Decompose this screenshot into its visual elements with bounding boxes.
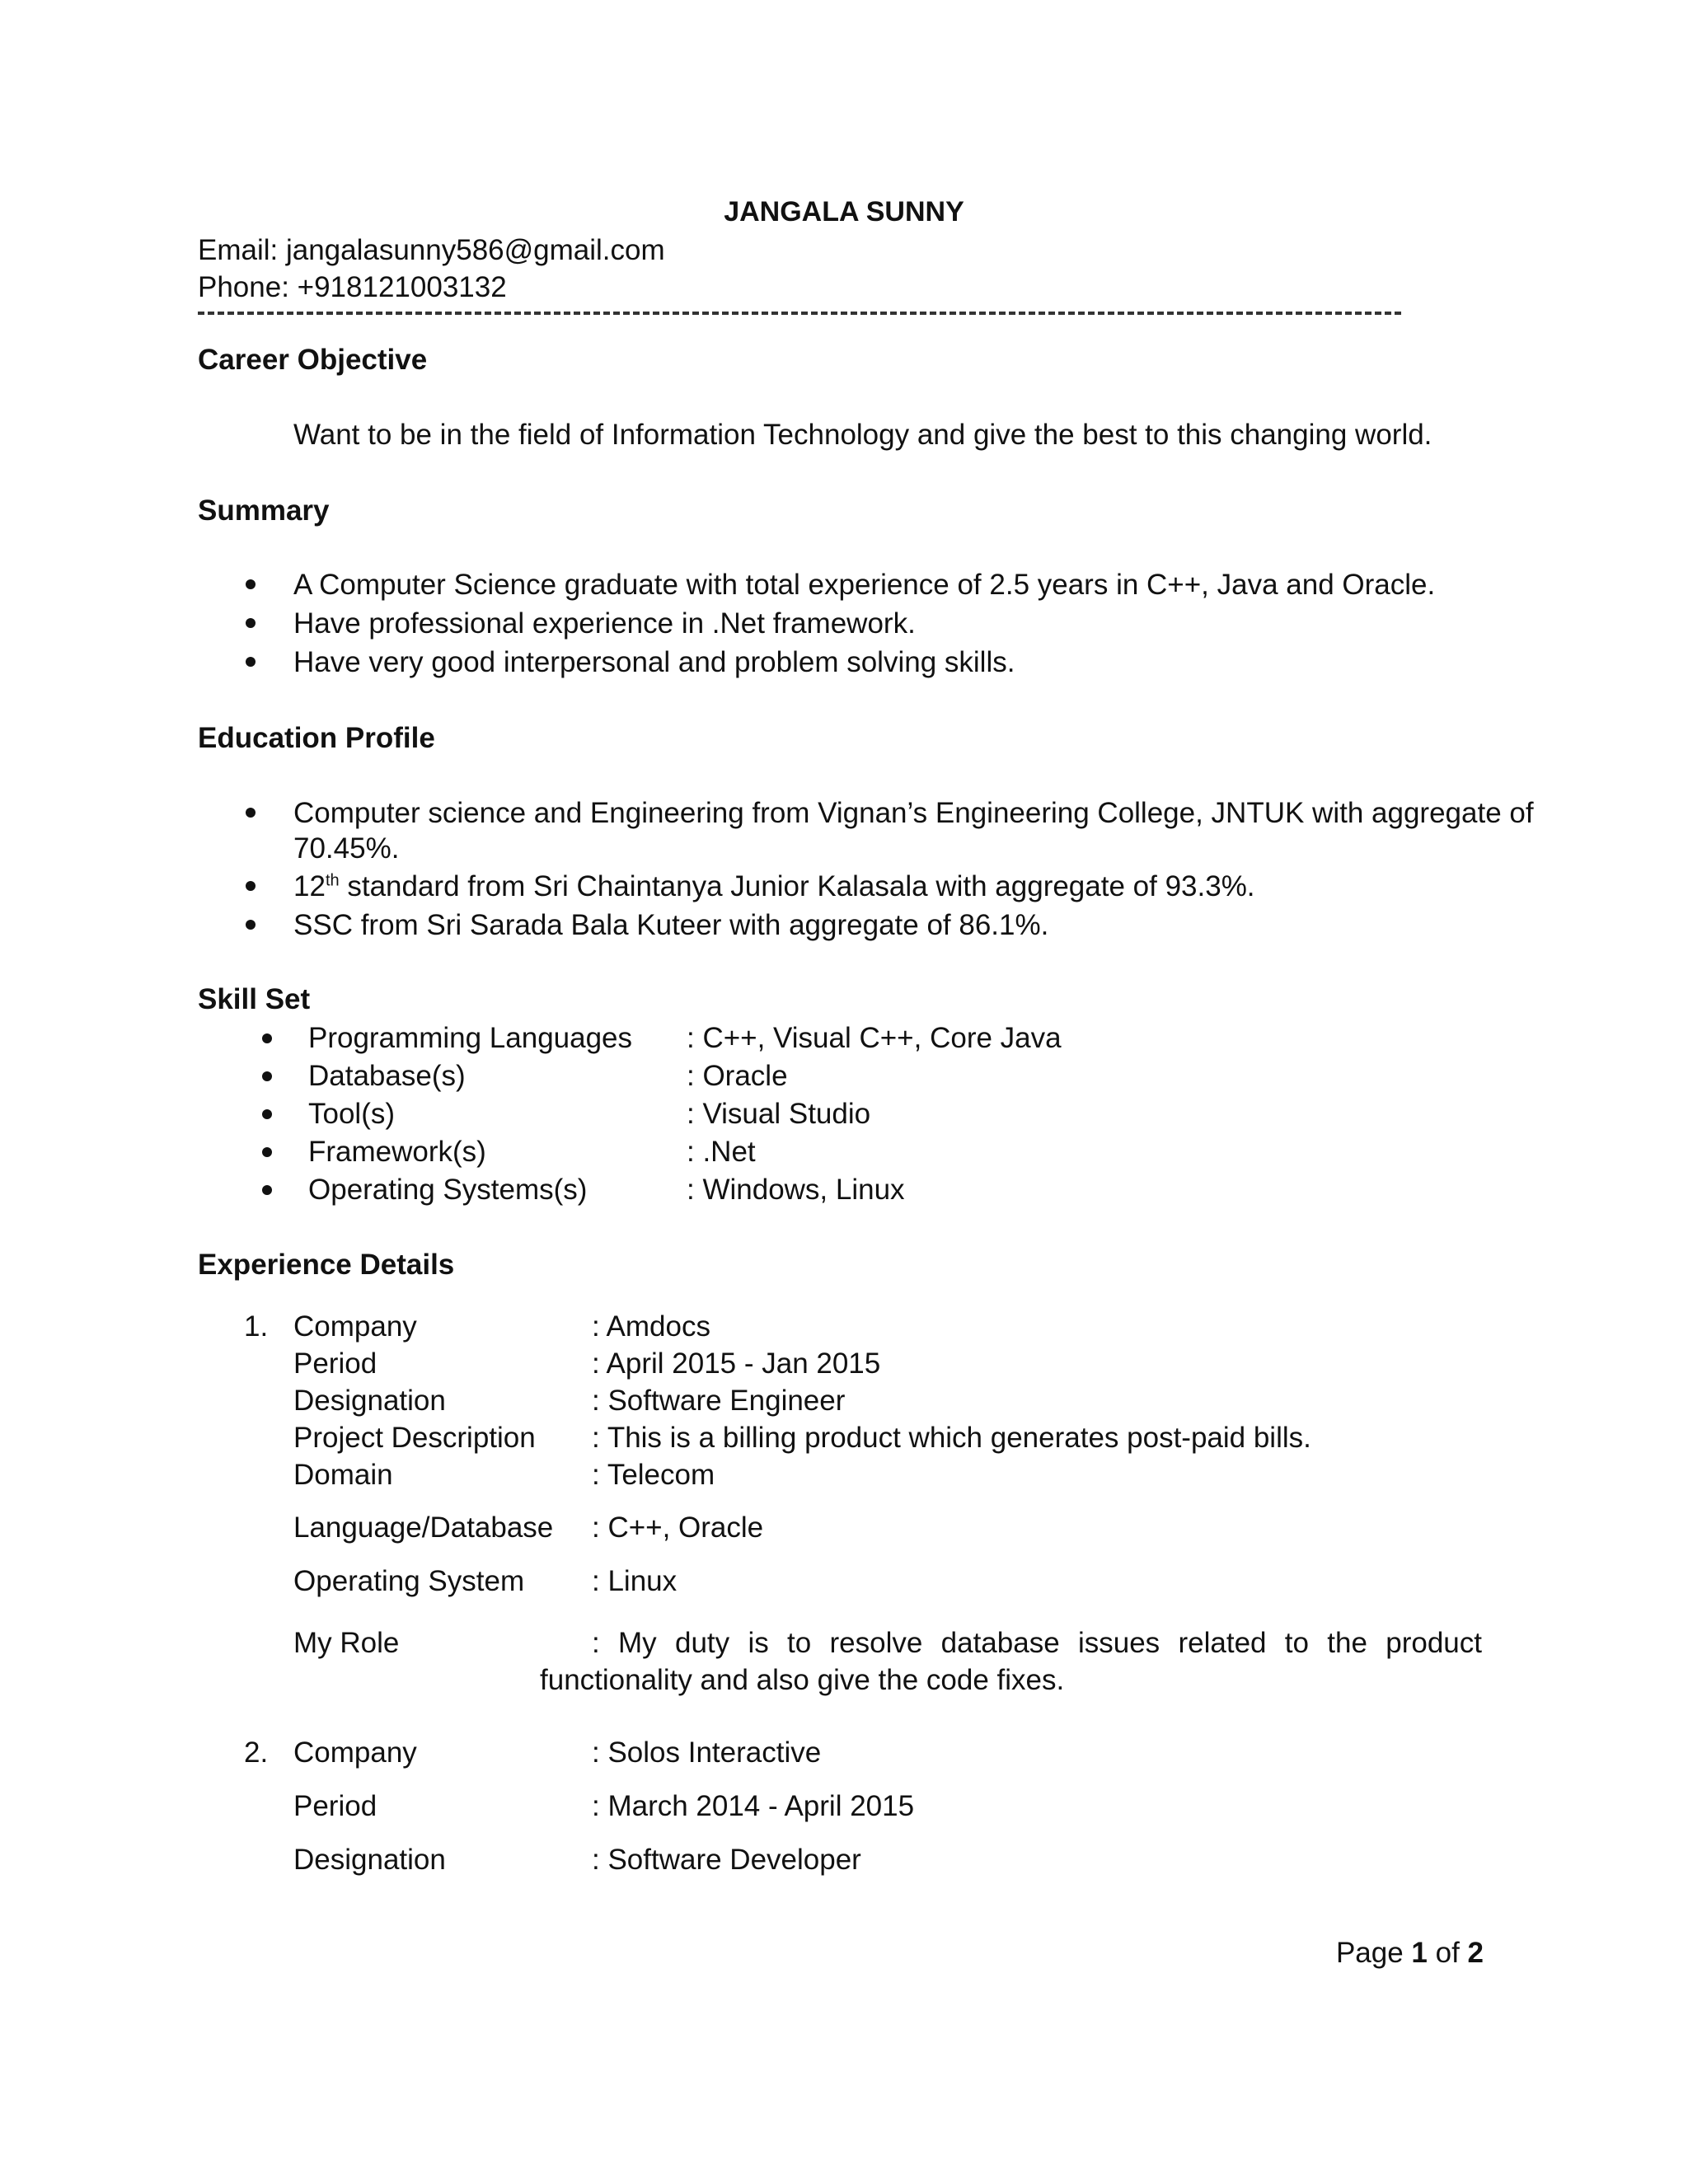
experience-heading: Experience Details xyxy=(198,1249,455,1281)
job-field-label: Operating System xyxy=(293,1565,525,1597)
bullet-icon xyxy=(246,920,256,930)
bullet-icon xyxy=(262,1147,272,1157)
job-number: 2. xyxy=(244,1736,269,1769)
skill-label: Operating Systems(s) xyxy=(308,1174,588,1206)
education-item-2: 12th standard from Sri Chaintanya Junior Kalasala with aggregate of 93.3%. xyxy=(293,870,1255,902)
career-objective-text: Want to be in the field of Information Technology and give the best to this changing world. xyxy=(293,419,1432,451)
skill-value: : Visual Studio xyxy=(687,1098,871,1130)
education-item-3: SSC from Sri Sarada Bala Kuteer with aggregate of 86.1%. xyxy=(293,909,1049,941)
email-line: Email: jangalasunny586@gmail.com xyxy=(198,234,665,266)
bullet-icon xyxy=(246,579,256,589)
job-field-value: : This is a billing product which generates post-paid bills. xyxy=(592,1422,1311,1454)
job-field-value: : April 2015 - Jan 2015 xyxy=(592,1347,881,1380)
my-role-text-2: functionality and also give the code fixes. xyxy=(540,1664,1065,1696)
my-role-text-1: : My duty is to resolve database issues related to the product xyxy=(592,1627,1482,1659)
summary-item: Have professional experience in .Net framework. xyxy=(293,607,916,640)
skills-heading: Skill Set xyxy=(198,983,311,1015)
summary-item: A Computer Science graduate with total experience of 2.5 years in C++, Java and Oracle. xyxy=(293,569,1436,601)
job-field-value: : Linux xyxy=(592,1565,678,1597)
bullet-icon xyxy=(262,1109,272,1119)
summary-item: Have very good interpersonal and problem solving skills. xyxy=(293,646,1015,678)
job-field-label: Language/Database xyxy=(293,1511,554,1544)
bullet-icon xyxy=(262,1071,272,1081)
job-field-label: Company xyxy=(293,1310,417,1343)
skill-value: : .Net xyxy=(687,1136,756,1168)
job-field-label: Designation xyxy=(293,1844,446,1876)
skill-value: : Oracle xyxy=(687,1060,788,1092)
education-heading: Education Profile xyxy=(198,722,435,754)
skill-value: : C++, Visual C++, Core Java xyxy=(687,1022,1062,1054)
job-field-label: Project Description xyxy=(293,1422,536,1454)
job-field-value: : Software Developer xyxy=(592,1844,861,1876)
career-objective-heading: Career Objective xyxy=(198,344,428,376)
job-field-value: : March 2014 - April 2015 xyxy=(592,1790,915,1822)
skill-label: Database(s) xyxy=(308,1060,466,1092)
skill-label: Framework(s) xyxy=(308,1136,486,1168)
job-field-label: Period xyxy=(293,1347,377,1380)
job-field-value: : Telecom xyxy=(592,1459,715,1491)
job-field-label: Company xyxy=(293,1736,417,1769)
job-field-value: : Solos Interactive xyxy=(592,1736,822,1769)
phone-line: Phone: +918121003132 xyxy=(198,271,507,303)
summary-heading: Summary xyxy=(198,494,330,527)
header-divider xyxy=(198,312,1401,315)
bullet-icon xyxy=(262,1185,272,1195)
skill-value: : Windows, Linux xyxy=(687,1174,905,1206)
job-number: 1. xyxy=(244,1310,269,1343)
skill-label: Programming Languages xyxy=(308,1022,633,1054)
bullet-icon xyxy=(246,618,256,628)
job-field-value: : Amdocs xyxy=(592,1310,710,1343)
bullet-icon xyxy=(246,657,256,667)
job-field-label: Designation xyxy=(293,1385,446,1417)
job-field-label: Period xyxy=(293,1790,377,1822)
my-role-line-1 xyxy=(293,1624,1482,1662)
page-number: Page 1 of 2 xyxy=(1335,1937,1484,1969)
bullet-icon xyxy=(262,1033,272,1043)
education-item-1-line-2: 70.45%. xyxy=(293,832,400,865)
job-field-value: : C++, Oracle xyxy=(592,1511,764,1544)
candidate-name: JANGALA SUNNY xyxy=(724,196,964,227)
my-role-label: My Role xyxy=(293,1627,400,1659)
job-field-label: Domain xyxy=(293,1459,393,1491)
bullet-icon xyxy=(246,808,256,818)
education-item-1-line-1: Computer science and Engineering from Vignan’s Engineering College, JNTUK with aggregate of xyxy=(293,797,1534,829)
job-field-value: : Software Engineer xyxy=(592,1385,846,1417)
bullet-icon xyxy=(246,881,256,891)
skill-label: Tool(s) xyxy=(308,1098,396,1130)
